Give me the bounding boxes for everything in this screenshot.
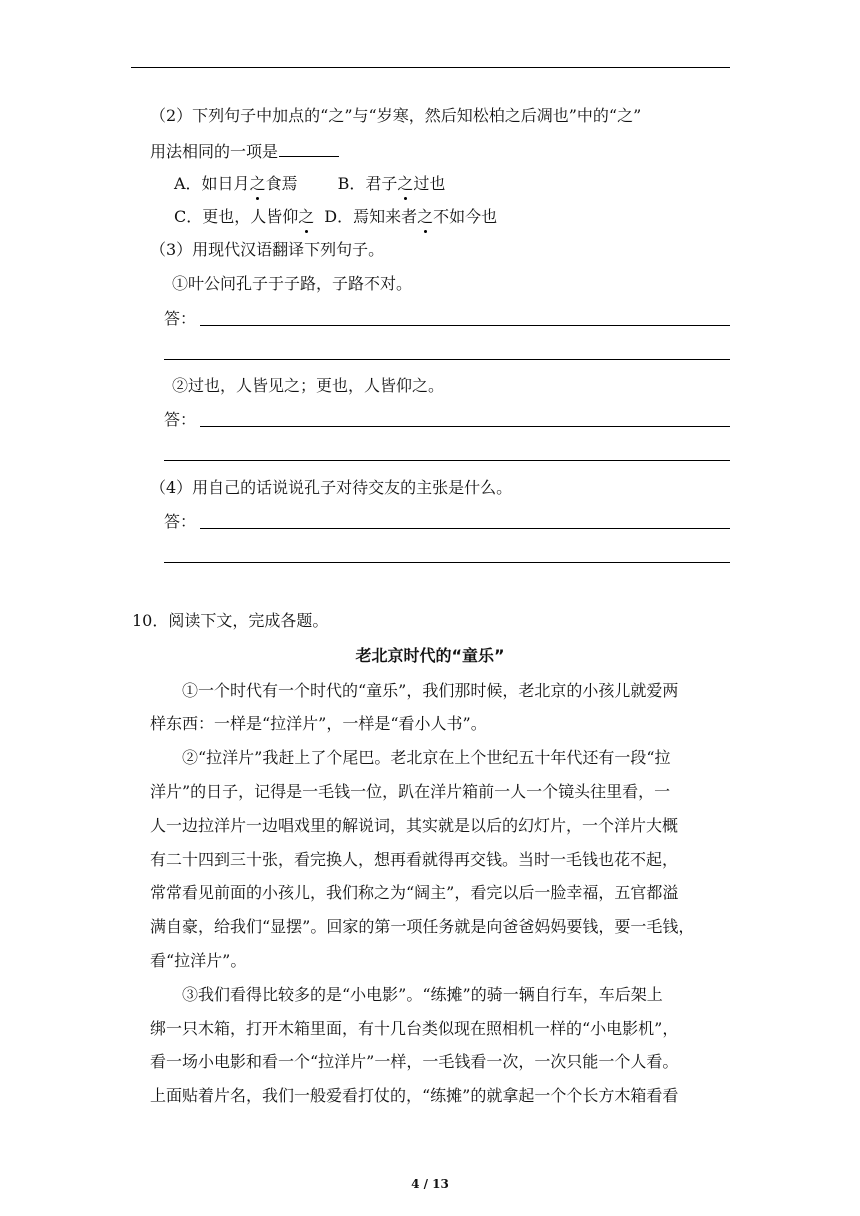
q4-heading: （4）用自己的话说说孔子对待交友的主张是什么。 [150,478,513,497]
passage-line: ③我们看得比较多的是“小电影”。“练摊”的骑一辆自行车，车后架上 [182,985,663,1004]
option-a: A．如日月之食焉 [174,174,298,193]
passage-line: 上面贴着片名，我们一般爱看打仗的，“练摊”的就拿起一个个长方木箱看看 [150,1086,679,1105]
q3-item2: ②过也，人皆见之；更也，人皆仰之。 [172,376,445,395]
answer-line[interactable] [164,460,730,461]
answer-label: 答： [164,309,197,328]
q2-options-ab [174,174,445,194]
q3-item1: ①叶公问孔子于子路，子路不对。 [172,274,413,293]
q2-line2 [150,142,339,162]
answer-line[interactable] [200,325,730,326]
passage-line: ①一个时代有一个时代的“童乐”，我们那时候，老北京的小孩儿就爱两 [182,681,679,700]
header-rule [131,67,730,68]
q2-line2-text: 用法相同的一项是 [150,142,279,161]
answer-line[interactable] [200,528,730,529]
answer-line[interactable] [200,426,730,427]
passage-line: 满自豪，给我们“显摆”。回家的第一项任务就是向爸爸妈妈要钱，要一毛钱， [150,917,695,936]
passage-line: 常常看见前面的小孩儿，我们称之为“阔主”，看完以后一脸幸福，五官都溢 [150,883,679,902]
passage-line: 样东西：一样是“拉洋片”，一样是“看小人书”。 [150,714,487,733]
passage-line: ②“拉洋片”我赶上了个尾巴。老北京在上个世纪五十年代还有一段“拉 [182,748,671,767]
dotted-char: 之 [417,207,434,226]
passage-line: 看“拉洋片”。 [150,951,247,970]
answer-line[interactable] [164,562,730,563]
passage-line: 人一边拉洋片一边唱戏里的解说词，其实就是以后的幻灯片，一个洋片大概 [150,816,679,835]
option-c: C．更也，人皆仰之 [174,207,315,226]
q10-heading: 10．阅读下文，完成各题。 [132,611,329,630]
dotted-char: 之 [249,174,266,193]
dotted-char: 之 [298,207,315,226]
answer-blank[interactable] [279,142,339,157]
option-d: D．焉知来者之不如今也 [324,207,498,226]
passage-line: 绑一只木箱，打开木箱里面，有十几台类似现在照相机一样的“小电影机”， [150,1019,679,1038]
passage-line: 有二十四到三十张，看完换人，想再看就得再交钱。当时一毛钱也花不起， [150,850,679,869]
q2-options-cd [174,207,497,227]
answer-line[interactable] [164,359,730,360]
answer-label: 答： [164,512,197,531]
q3-heading: （3）用现代汉语翻译下列句子。 [150,240,385,259]
passage-line: 看一场小电影和看一个“拉洋片”一样，一毛钱看一次，一次只能一个人看。 [150,1052,679,1071]
dotted-char: 之 [397,174,414,193]
answer-label: 答： [164,410,197,429]
passage-line: 洋片”的日子，记得是一毛钱一位，趴在洋片箱前一人一个镜头往里看，一 [150,782,671,801]
option-b: B．君子之过也 [337,174,446,193]
page-number: 4 / 13 [411,1177,449,1191]
q2-line1: （2）下列句子中加点的“之”与“岁寒，然后知松柏之后凋也”中的“之” [150,106,642,125]
passage-title: 老北京时代的“童乐” [355,646,505,665]
